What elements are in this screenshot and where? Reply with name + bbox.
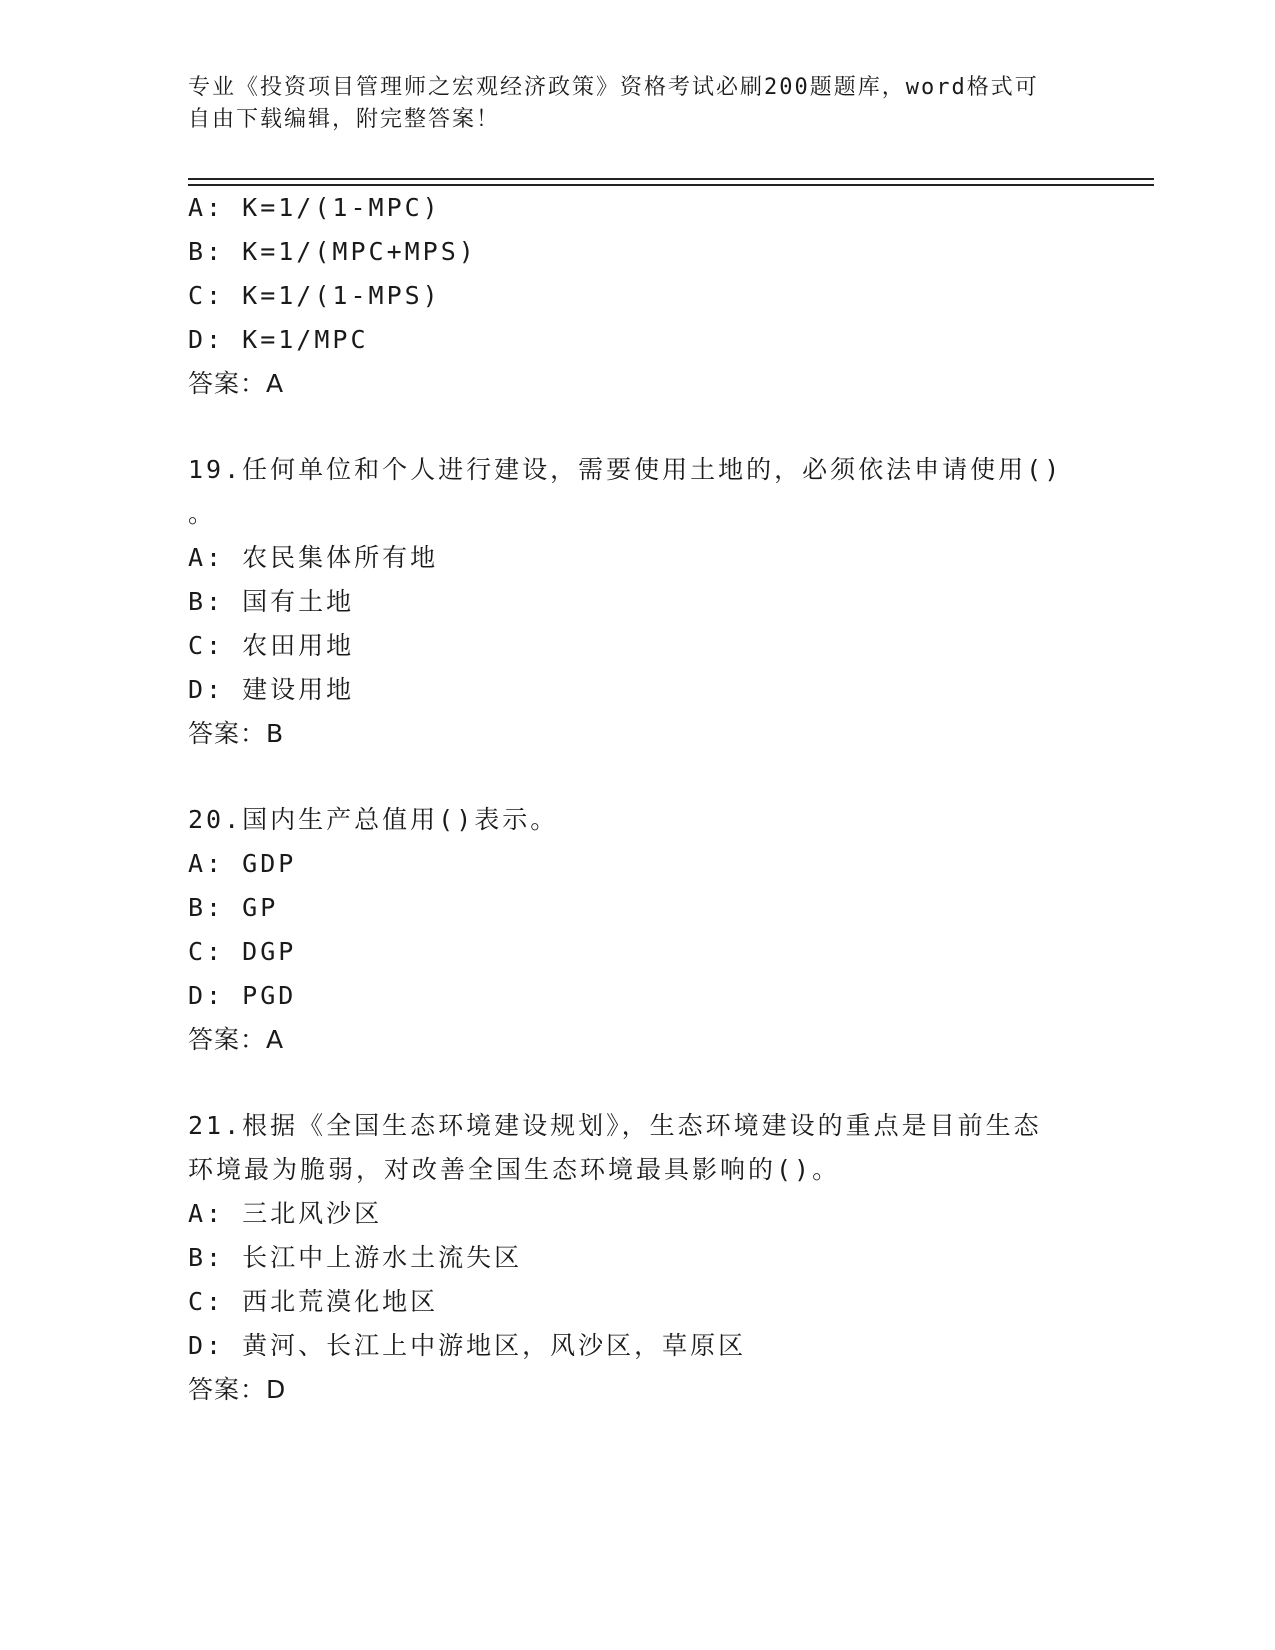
q18-option-a: A: K=1/(1-MPC) (188, 193, 441, 222)
q21-option-d: D: 黄河、长江上中游地区，风沙区，草原区 (188, 1331, 747, 1360)
q20-question: 20.国内生产总值用()表示。 (188, 805, 559, 834)
header-line-1: 专业《投资项目管理师之宏观经济政策》资格考试必刷200题题库，word格式可 (188, 75, 1039, 100)
q20-option-b: B: GP (188, 893, 279, 922)
q20-option-c: C: DGP (188, 937, 297, 966)
q21-question-line-1: 21.根据《全国生态环境建设规划》，生态环境建设的重点是目前生态 (188, 1111, 1042, 1140)
q20-answer: 答案：A (188, 1025, 285, 1054)
q21-option-c: C: 西北荒漠化地区 (188, 1287, 439, 1316)
q21-question-line-2: 环境最为脆弱，对改善全国生态环境最具影响的()。 (188, 1155, 841, 1184)
q19-option-a: A: 农民集体所有地 (188, 543, 439, 572)
header-divider-top (188, 178, 1154, 180)
document-header (188, 72, 1088, 136)
q21-option-b: B: 长江中上游水土流失区 (188, 1243, 523, 1272)
q18-option-d: D: K=1/MPC (188, 325, 369, 354)
q20-option-d: D: PGD (188, 981, 297, 1010)
header-divider-bottom (188, 184, 1154, 186)
q19-answer: 答案：B (188, 719, 285, 748)
header-line-2: 自由下载编辑，附完整答案！ (188, 107, 501, 132)
q19-question-line-1: 19.任何单位和个人进行建设，需要使用土地的，必须依法申请使用() (188, 455, 1063, 484)
q18-option-b: B: K=1/(MPC+MPS) (188, 237, 477, 266)
q21-answer: 答案：D (188, 1375, 287, 1404)
q19-question-line-2: 。 (188, 499, 217, 528)
q19-option-d: D: 建设用地 (188, 675, 355, 704)
q18-answer: 答案：A (188, 369, 285, 398)
q19-option-c: C: 农田用地 (188, 631, 355, 660)
q18-option-c: C: K=1/(1-MPS) (188, 281, 441, 310)
q19-option-b: B: 国有土地 (188, 587, 355, 616)
q21-option-a: A: 三北风沙区 (188, 1199, 383, 1228)
q20-option-a: A: GDP (188, 849, 297, 878)
